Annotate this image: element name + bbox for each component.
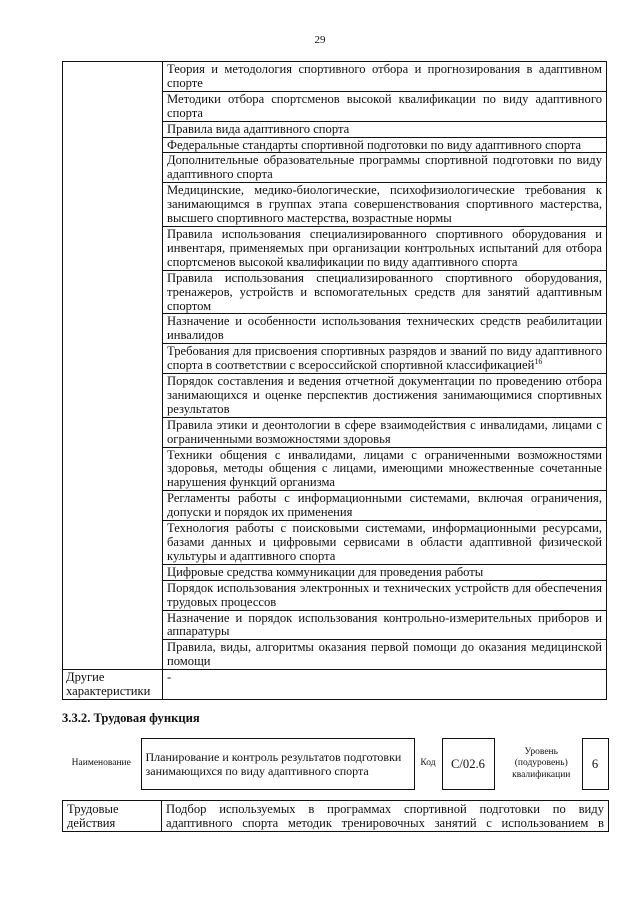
requirement-item-with-footnote — [163, 344, 607, 374]
requirement-item: Правила использования специализированного спортивного оборудования, тренажеров, устройств и вспомогательных средств для занятий адаптивным спортом — [163, 270, 607, 314]
requirement-item: Федеральные стандарты спортивной подготовки по виду адаптивного спорта — [163, 137, 607, 153]
function-name: Планирование и контроль результатов подготовки занимающихся по виду адаптивного спорта — [141, 739, 414, 790]
requirement-item: Технология работы с поисковыми системами, информационными ресурсами, базами данных и цифровыми сервисами в области адаптивной физической культуры и адаптивного спорта — [163, 521, 607, 565]
section-heading: 3.3.2. Трудовая функция — [62, 711, 200, 725]
requirement-item: Методики отбора спортсменов высокой квалификации по виду адаптивного спорта — [163, 91, 607, 121]
requirement-text: Требования для присвоения спортивных разрядов и званий по виду адаптивного спорта в соответствии с всероссийской спортивной классификацией — [167, 344, 602, 373]
requirement-item: Назначение и особенности использования технических средств реабилитации инвалидов — [163, 314, 607, 344]
labor-actions-label: Трудовые действия — [63, 801, 162, 832]
requirement-item: Техники общения с инвалидами, лицами с ограниченными возможностями здоровья, методы общения с лицами, имеющими множественные сочетанные нарушения функций организма — [163, 447, 607, 491]
table-row — [63, 62, 607, 92]
spacer-cell — [494, 739, 501, 790]
qualification-level-value: 6 — [582, 739, 608, 790]
requirement-item: Правила, виды, алгоритмы оказания первой помощи до оказания медицинской помощи — [163, 640, 607, 670]
requirement-item: Теория и методология спортивного отбора и прогнозирования в адаптивном спорте — [163, 62, 607, 92]
table-row — [63, 801, 609, 832]
name-label: Наименование — [71, 758, 131, 769]
requirement-item: Порядок использования электронных и технических устройств для обеспечения трудовых процессов — [163, 580, 607, 610]
labor-function-table — [62, 738, 609, 790]
requirement-item: Правила вида адаптивного спорта — [163, 121, 607, 137]
page-number: 29 — [314, 34, 326, 46]
requirement-item: Правила этики и деонтологии в сфере взаимодействия с инвалидами, лицами с ограниченными возможностями здоровья — [163, 417, 607, 447]
labor-actions-table — [62, 800, 609, 832]
requirement-item: Медицинские, медико-биологические, психофизиологические требования к занимающимся в группах этапа совершенствования спортивного мастерства, высшего спортивного мастерства, возрастные нормы — [163, 183, 607, 227]
requirement-item: Цифровые средства коммуникации для проведения работы — [163, 564, 607, 580]
requirements-table — [62, 61, 607, 700]
requirement-item: Порядок составления и ведения отчетной документации по проведению отбора занимающихся и оценке перспектив достижения занимающимися спортивных результатов — [163, 374, 607, 418]
requirement-item: Правила использования специализированного спортивного оборудования и инвентаря, применяемых при организации контрольных испытаний для отбора спортсменов высокой квалификации по виду адаптивного спорта — [163, 226, 607, 270]
code-label: Код — [420, 758, 436, 769]
other-characteristics-label: Другие характеристики — [63, 670, 163, 700]
requirement-item: Назначение и порядок использования контрольно-измерительных приборов и аппаратуры — [163, 610, 607, 640]
requirement-item: Дополнительные образовательные программы спортивной подготовки по виду адаптивного спорта — [163, 153, 607, 183]
labor-action-text: Подбор используемых в программах спортивной подготовки по виду адаптивного спорта методик тренировочных занятий с использованием в — [162, 801, 609, 832]
other-characteristics-value: - — [163, 670, 607, 700]
footnote-mark: 16 — [534, 356, 543, 366]
empty-label-cell — [63, 62, 163, 670]
table-row — [63, 670, 607, 700]
qualification-level-label: Уровень (подуровень) квалификации — [512, 746, 571, 780]
requirement-item: Регламенты работы с информационными системами, включая ограничения, допуски и порядок их применения — [163, 491, 607, 521]
function-code: С/02.6 — [442, 739, 494, 790]
